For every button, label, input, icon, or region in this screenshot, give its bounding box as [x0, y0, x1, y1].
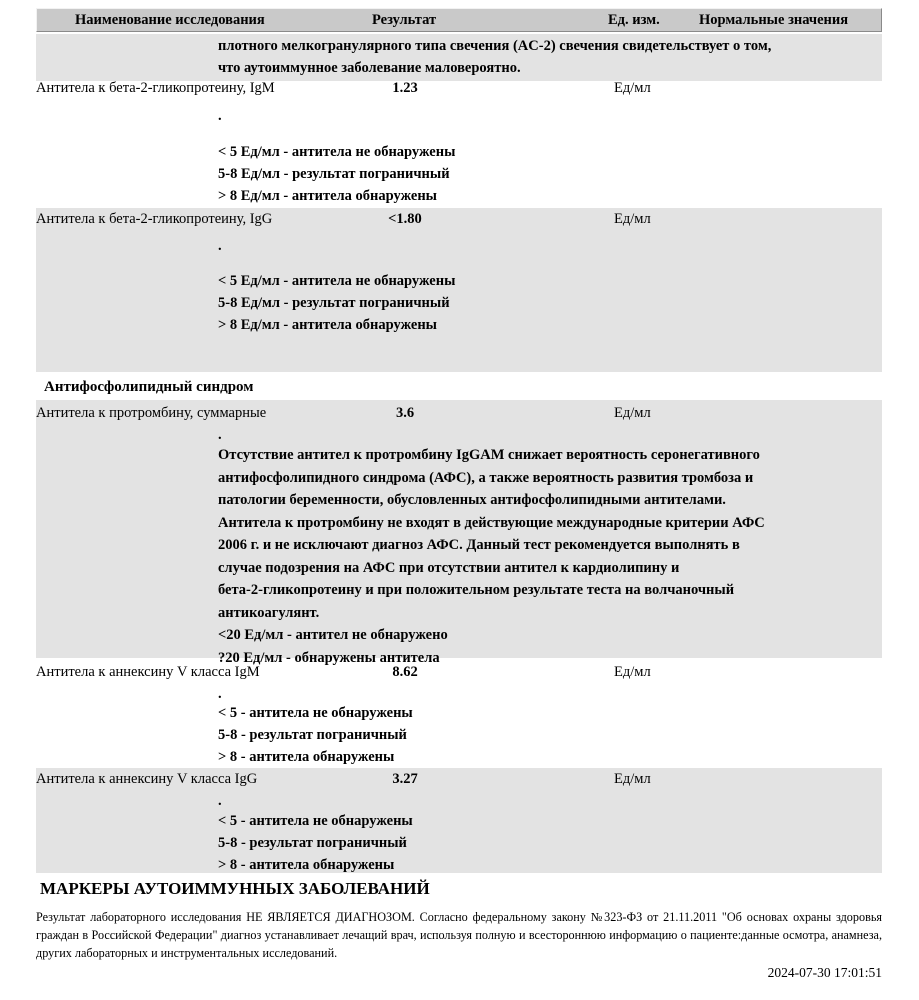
test-unit-annexin-igg: Ед/мл: [614, 771, 651, 787]
test-result-b2gp-igm: 1.23: [392, 80, 418, 96]
test-unit-b2gp-igm: Ед/мл: [614, 80, 651, 96]
comment-prothrombin: [218, 444, 878, 669]
comment-dot-b2gp-igm: .: [218, 108, 222, 124]
column-header-result: Результат: [372, 12, 437, 28]
ref-range-b2gp-igg-3: > 8 Ед/мл - антитела обнаружены: [218, 317, 438, 333]
comment-prothrombin-line-8: антикоагулянт.: [218, 604, 320, 621]
ref-range-annexin-igg-2: 5-8 - результат пограничный: [218, 835, 407, 851]
comment-prothrombin-line-6: случае подозрения на АФС при отсутствии антител к кардиолипину и: [218, 559, 680, 576]
test-name-annexin-igm: Антитела к аннексину V класса IgM: [36, 664, 260, 680]
ref-range-b2gp-igg-2: 5-8 Ед/мл - результат пограничный: [218, 295, 450, 311]
test-result-prothrombin: 3.6: [395, 405, 415, 421]
section-header-aps: Антифосфолипидный синдром: [44, 379, 254, 395]
comment-prothrombin-line-1: Отсутствие антител к протромбину IgGAM снижает вероятность серонегативного: [218, 447, 760, 463]
row-band-b2gp-igg: [36, 208, 882, 372]
column-header-name: Наименование исследования: [75, 12, 265, 28]
test-unit-b2gp-igg: Ед/мл: [614, 211, 651, 227]
comment-dot-annexin-igg: .: [218, 793, 222, 809]
comment-prothrombin-line-7: бета-2-гликопротеину и при положительном результате теста на волчаночный: [218, 582, 735, 598]
footer-disclaimer: Результат лабораторного исследования НЕ ЯВЛЯЕТСЯ ДИАГНОЗОМ. Согласно федеральному закону №323-ФЗ от 21.11.2011 "Об основах охраны здоровья граждан в Российской Федерации" диагноз устанавливает лечащий врач, используя полную и всестороннюю информацию о пациенте:данные осмотра, анамнеза, других лабораторных и инструментальных исследований.: [36, 910, 882, 960]
table-column-header: [36, 8, 882, 32]
comment-prothrombin-line-2: антифосфолипидного синдрома (АФС), а также вероятность развития тромбоза и: [218, 469, 754, 486]
ref-range-annexin-igm-3: > 8 - антитела обнаружены: [218, 749, 395, 765]
ref-range-annexin-igg-1: < 5 - антитела не обнаружены: [218, 813, 413, 829]
top-comment-line-1: плотного мелкогранулярного типа свечения (AC-2) свечения свидетельствует о том,: [218, 38, 772, 54]
ref-range-b2gp-igm-3: > 8 Ед/мл - антитела обнаружены: [218, 188, 438, 204]
test-name-annexin-igg: Антитела к аннексину V класса IgG: [36, 771, 258, 787]
comment-prothrombin-line-4: Антитела к протромбину не входят в действующие международные критерии АФС: [218, 514, 765, 531]
ref-range-annexin-igm-1: < 5 - антитела не обнаружены: [218, 705, 413, 721]
footer-report-title: МАРКЕРЫ АУТОИММУННЫХ ЗАБОЛЕВАНИЙ: [40, 879, 430, 898]
ref-range-b2gp-igm-2: 5-8 Ед/мл - результат пограничный: [218, 166, 450, 182]
test-result-annexin-igm: 8.62: [392, 664, 418, 680]
comment-dot-annexin-igm: .: [218, 686, 222, 702]
comment-prothrombin-line-5: 2006 г. и не исключают диагноз АФС. Данный тест рекомендуется выполнять в: [218, 537, 740, 553]
test-name-b2gp-igm: Антитела к бета-2-гликопротеину, IgM: [36, 80, 275, 96]
column-header-unit: Ед. изм.: [608, 12, 660, 28]
comment-dot-b2gp-igg: .: [218, 238, 222, 254]
comment-dot-prothrombin: .: [218, 427, 222, 443]
test-name-b2gp-igg: Антитела к бета-2-гликопротеину, IgG: [36, 211, 273, 227]
ref-range-b2gp-igg-1: < 5 Ед/мл - антитела не обнаружены: [218, 273, 456, 289]
comment-prothrombin-line-3: патологии беременности, обусловленных антифосфолипидными антителами.: [218, 492, 726, 508]
ref-range-annexin-igm-2: 5-8 - результат пограничный: [218, 727, 407, 743]
test-unit-prothrombin: Ед/мл: [614, 405, 651, 421]
ref-range-b2gp-igm-1: < 5 Ед/мл - антитела не обнаружены: [218, 144, 456, 160]
test-name-prothrombin: Антитела к протромбину, суммарные: [36, 405, 267, 421]
test-unit-annexin-igm: Ед/мл: [614, 664, 651, 680]
top-comment-line-2: что аутоиммунное заболевание маловероятно.: [218, 60, 521, 76]
ref-range-prothrombin-1: <20 Ед/мл - антител не обнаружено: [218, 627, 448, 643]
ref-range-annexin-igg-3: > 8 - антитела обнаружены: [218, 857, 395, 873]
ref-range-prothrombin-2: ?20 Ед/мл - обнаружены антитела: [218, 649, 440, 666]
test-result-b2gp-igg: <1.80: [388, 211, 422, 227]
footer-timestamp: 2024-07-30 17:01:51: [767, 965, 882, 980]
test-result-annexin-igg: 3.27: [392, 771, 418, 787]
column-header-normal: Нормальные значения: [699, 12, 849, 28]
